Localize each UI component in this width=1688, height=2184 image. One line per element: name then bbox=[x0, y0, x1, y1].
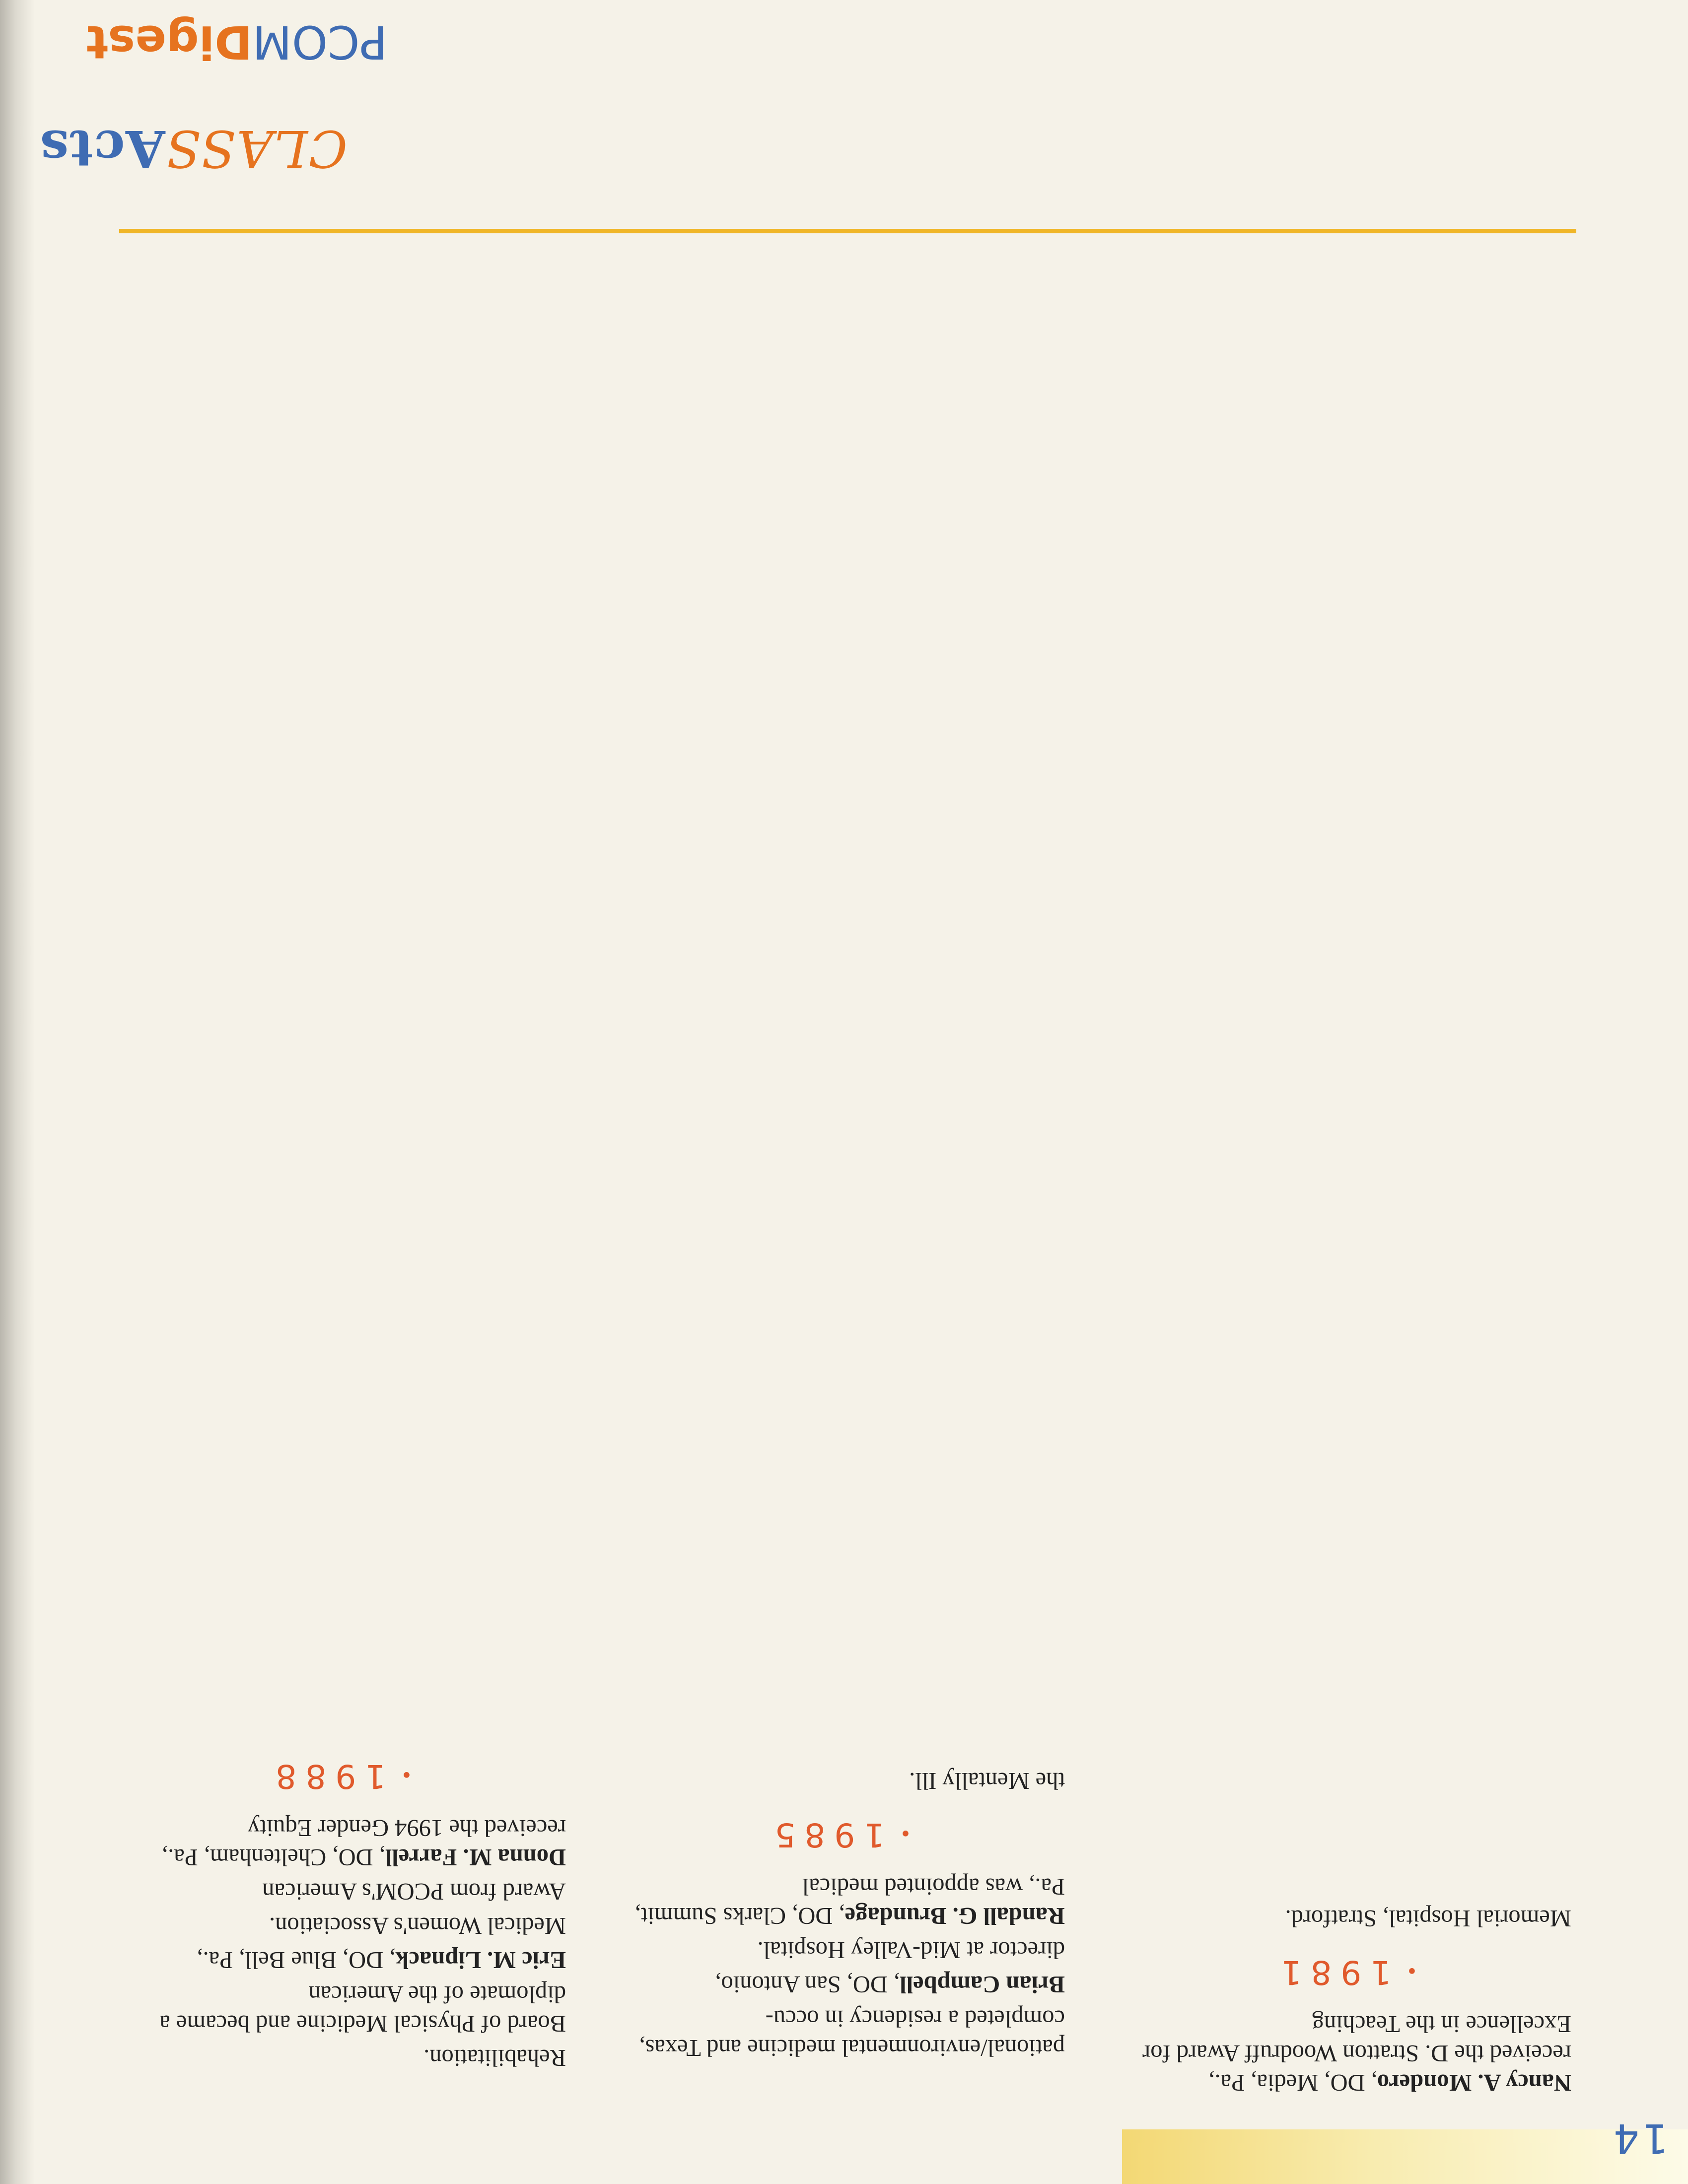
entry-text: , DO, San Antonio, bbox=[715, 1971, 900, 1997]
alumnus-name: Nancy A. Mondero bbox=[1377, 2069, 1571, 2096]
year-bullet: • bbox=[891, 1821, 912, 1844]
entry-text: director at Mid-Valley Hospital. bbox=[757, 1937, 1065, 1963]
section-title bbox=[39, 119, 348, 178]
entry-text: Award from PCOM's American bbox=[262, 1878, 566, 1905]
masthead-pcom: PCOM bbox=[252, 15, 387, 68]
entry-text: , DO, Cheltenham, Pa., received the 1994 Gender Equity bbox=[161, 1815, 566, 1870]
alumnus-name: Brian Campbell bbox=[900, 1971, 1065, 1997]
column-1 bbox=[1125, 1899, 1571, 2097]
column-3 bbox=[119, 1737, 566, 2072]
page-number-tab bbox=[1122, 2115, 1688, 2184]
class-note-entry bbox=[119, 1911, 566, 1940]
alumnus-name: Donna M. Farrell bbox=[385, 1844, 566, 1870]
entry-text: Memorial Hospital, Stratford. bbox=[1285, 1905, 1571, 1932]
class-note-entry bbox=[1125, 1904, 1571, 1933]
masthead-digest: Digest bbox=[86, 15, 253, 68]
entry-text: , DO, Clarks Summit, Pa., was appointed medical bbox=[634, 1873, 1065, 1929]
page-number: 14 bbox=[1610, 2115, 1668, 2162]
entry-text: the Mentally Ill. bbox=[909, 1768, 1065, 1794]
class-note-entry bbox=[1125, 2009, 1571, 2097]
alumnus-name: Eric M. Lipnack bbox=[395, 1947, 566, 1973]
class-note-entry bbox=[119, 2043, 566, 2072]
year-label: 1985 bbox=[766, 1816, 885, 1854]
year-label: 1981 bbox=[1272, 1953, 1392, 1991]
alumnus-name: Randall G. Brundage bbox=[844, 1903, 1065, 1929]
class-note-entry bbox=[618, 1970, 1065, 1999]
year-bullet: • bbox=[1397, 1959, 1418, 1982]
entry-text: , DO, Blue Bell, Pa., bbox=[197, 1947, 396, 1973]
masthead bbox=[86, 15, 387, 68]
section-title-acts: Acts bbox=[39, 119, 165, 178]
class-note-entry bbox=[618, 1766, 1065, 1795]
year-heading bbox=[1125, 1953, 1571, 1989]
section-rule bbox=[119, 229, 1576, 233]
entry-text: Medical Women's Association. bbox=[269, 1912, 566, 1939]
year-bullet: • bbox=[392, 1763, 413, 1786]
entry-text: pational/environmental medicine and Texas, completed a residency in occu- bbox=[639, 2005, 1065, 2061]
class-note-entry bbox=[618, 2004, 1065, 2062]
class-note-entry bbox=[618, 1872, 1065, 1930]
class-note-entry bbox=[119, 1979, 566, 2038]
entry-text: , DO, Media, Pa., received the D. Stratton Woodruff Award for Excellence in the Teaching bbox=[1142, 2011, 1571, 2096]
class-note-entry bbox=[119, 1813, 566, 1872]
entry-text: Board of Physical Medicine and became a diplomate of the American bbox=[159, 1981, 566, 2037]
column-2 bbox=[618, 1761, 1065, 2062]
class-note-entry bbox=[119, 1945, 566, 1975]
year-heading bbox=[119, 1757, 566, 1793]
year-heading bbox=[618, 1815, 1065, 1852]
section-title-class: CLASS bbox=[165, 119, 348, 178]
class-note-entry bbox=[618, 1935, 1065, 1965]
year-label: 1988 bbox=[267, 1757, 386, 1795]
class-note-entry bbox=[119, 1877, 566, 1906]
entry-text: Rehabilitation. bbox=[423, 2045, 566, 2071]
page-gutter-shadow bbox=[0, 0, 35, 2184]
